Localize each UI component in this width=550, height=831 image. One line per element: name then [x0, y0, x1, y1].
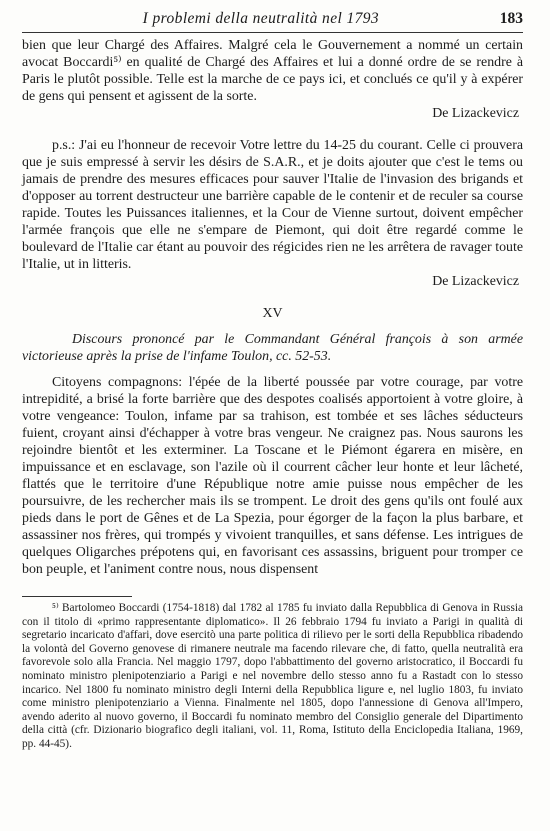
- page-number: 183: [499, 10, 523, 27]
- signature: De Lizackevicz: [432, 274, 519, 289]
- letter-paragraph: bien que leur Chargé des Affaires. Malgré cela le Gouvernement a nommé un certain avocat Boccardi⁵⁾ en qualité de Chargé des Affaires et lui a donné ordre de se rendre à Paris le plutôt possible. Telle est la marche de ce pays ici, et conclués ce qu'il y à expérer de gens qui pensent et agissent de la sorte.: [22, 38, 523, 104]
- section-body: Citoyens compagnons: l'épée de la liberté poussée par votre courage, par votre intrepidité, a brisé la forte barrière que des despotes coalisés apportoient à votre gloire, à votre vengeance: Toulon, infame par sa trahison, est tombée et ses lâches séducteurs fuient, croyant ainsi d'échapper à votre bras vengeur. Ne craignez pas. Nous saurons les rejoindre bientôt et les exterminer. La Toscane et le Piémont égarera en misère, en impuissance et en esclavage, son l'azile où il courrent câcher leur honte et leur lâcheté, flattés que le territoire d'une République notre amie puisse nous empêcher de les poursuivre, de les rechercher mais ils se trompent. Le droit des gens qu'ils ont foulé aux pieds dans le port de Gênes et de La Spezia, pour égorger de la façon la plus barbare, et assassiner nos frères, qui trompés y vivoient tranquilles, et sans défense. Les intrigues de quelques Oligarches prépotens qui, en favorisant ces assassins, briguent pour tromper ce bon peuple, et l'animent contre nous, nous dispensent: [22, 375, 523, 577]
- footnote: ⁵⁾ Bartolomeo Boccardi (1754-1818) dal 1782 al 1785 fu inviato dalla Repubblica di Genova in Russia con il titolo di «primo rappresentante diplomatico». Il 26 febbraio 1794 fu inviato a Parigi in qualità di segretario incaricato d'affari, dove esercitò una parte politica di rilievo per le sorti della Repubblica ribadendo la volontà del Governo genovese di rimanere neutrale ma facendo rilevare che, di fatto, quella neutralità era favorevole solo alla Francia. Nel maggio 1797, dopo l'abbattimento del governo aristocratico, il Boccardi fu nominato ministro plenipotenziario a Parigi e nel novembre dello stesso anno fu a Rastadt con lo stesso incarico. Nel 1800 fu nominato ministro degli Interni della Repubblica ligure e, nel luglio 1803, fu inviato come ministro plenipotenziario a Vienna. Finalmente nel 1805, dopo l'annessione di Genova all'Impero, avendo aderito al nuovo governo, il Boccardi fu nominato membro del Consiglio generale del Dipartimento della città (cfr. Dizionario biografico degli italiani, vol. 11, Roma, Istituto della Enciclopedia Italiana, 1969, pp. 44-45).: [22, 602, 523, 750]
- signature: De Lizackevicz: [432, 106, 519, 121]
- footnote-rule: [22, 596, 132, 597]
- postscript-paragraph: p.s.: J'ai eu l'honneur de recevoir Votre lettre du 14-25 du courant. Celle ci prouvera que je suis empressé à servir les désirs de S.A.R., et je doits ajouter que c'est le tems ou jamais de prendre des mesures efficaces pour sauver l'Italie de l'invasion des brigands et d'opposer au torrent destructeur une barrière capable de le contenir et de reculer sa course rapide. Toutes les Puissances italiennes, et la Cour de Vienne surtout, doivent empêcher l'armée françois que elle ne s'empare de Piemont, qui doit être regardé comme le boulevard de l'Italie car étant au pouvoir des régicides rien ne les arrêtera de ravager toute l'Italie, ut in litteris.: [22, 138, 523, 272]
- section-title: Discours prononcé par le Commandant Général françois à son armée victorieuse après la prise de l'infame Toulon, cc. 52-53.: [22, 332, 523, 364]
- page-header: [22, 10, 523, 33]
- section-numeral: XV: [262, 306, 283, 321]
- running-title: I problemi della neutralità nel 1793: [142, 10, 380, 27]
